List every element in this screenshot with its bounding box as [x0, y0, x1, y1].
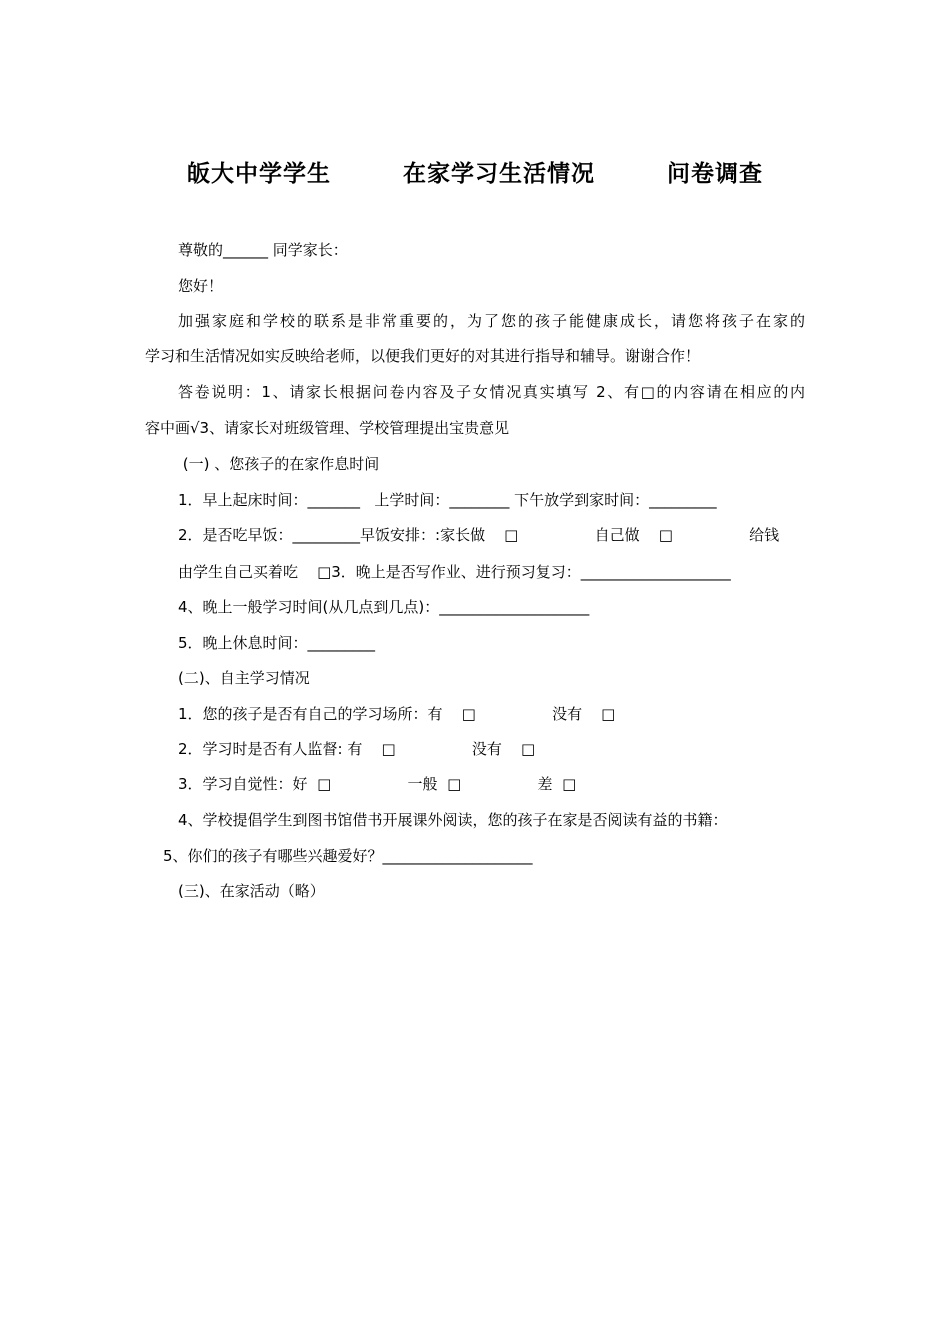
section2-question-5: 5、你们的孩子有哪些兴趣爱好？____________________: [163, 847, 533, 865]
intro-line-2: 学习和生活情况如实反映给老师，以便我们更好的对其进行指导和辅导。谢谢合作！: [145, 347, 701, 365]
section3-heading: (三)、在家活动（略）: [178, 882, 325, 900]
section2-heading: (二)、自主学习情况: [178, 669, 310, 687]
section1-question-1: 1．早上起床时间：_______ 上学时间：________ 下午放学到家时间：_________: [178, 491, 717, 509]
section2-question-3: 3．学习自觉性：好 □ 一般 □ 差 □: [178, 775, 577, 793]
section1-question-5: 5．晚上休息时间：_________: [178, 634, 376, 652]
section2-question-1: 1．您的孩子是否有自己的学习场所：有 □ 没有 □: [178, 705, 616, 723]
page-title: 皈大中学学生 在家学习生活情况 问卷调查: [186, 161, 764, 187]
section1-question-2-line-1: 2．是否吃早饭：_________早饭安排：:家长做 □ 自己做 □ 给钱: [178, 526, 780, 544]
section2-question-4: 4、学校提倡学生到图书馆借书开展课外阅读，您的孩子在家是否阅读有益的书籍：: [178, 811, 728, 829]
instructions-line-1: 答卷说明：1、请家长根据问卷内容及子女情况真实填写 2、有□的内容请在相应的内: [178, 383, 805, 401]
section1-question-4: 4、晚上一般学习时间(从几点到几点)：____________________: [178, 598, 590, 616]
section2-question-2: 2．学习时是否有人监督: 有 □ 没有 □: [178, 740, 536, 758]
section1-question-2-line-2: 由学生自己买着吃 □3．晚上是否写作业、进行预习复习：____________________: [178, 563, 731, 581]
intro-line-1: 加强家庭和学校的联系是非常重要的，为了您的孩子能健康成长，请您将孩子在家的: [178, 312, 805, 330]
instructions-line-2: 容中画√3、请家长对班级管理、学校管理提出宝贵意见: [145, 419, 510, 437]
hello-line: 您好！: [178, 277, 224, 295]
greeting-line: 尊敬的______ 同学家长：: [178, 241, 348, 259]
section1-heading: (一) 、您孩子的在家作息时间: [178, 455, 380, 473]
